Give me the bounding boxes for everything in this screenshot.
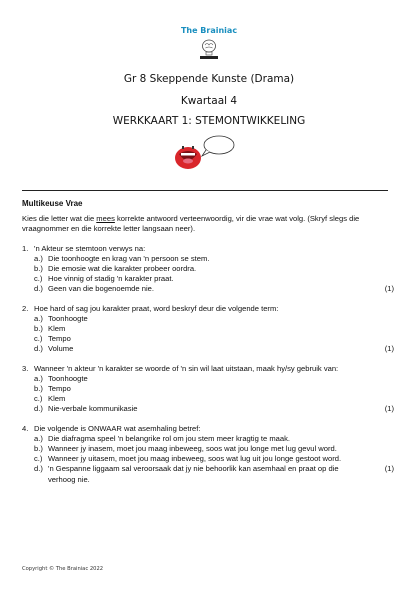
question-number: 4. — [22, 423, 29, 433]
question-text: Hoe hard of sag jou karakter praat, word beskryf deur die volgende term: — [34, 303, 279, 313]
copyright-footer: Copyright © The Brainiac 2022 — [22, 566, 104, 572]
option-letter: c.) — [34, 394, 43, 404]
option-letter: a.) — [34, 313, 43, 323]
option-letter: a.) — [34, 433, 43, 443]
option-text: Tempo — [48, 334, 71, 344]
option-letter: b.) — [34, 264, 43, 274]
option-text: Tempo — [48, 384, 71, 394]
option-text: Wanneer jy uitasem, moet jou maag inbeweeg, soos wat lug uit jou longe gestoot word. — [48, 454, 342, 464]
option-text: Toonhoogte — [48, 373, 88, 383]
option-text: Die emosie wat die karakter probeer oordra. — [48, 264, 197, 274]
question-2 — [22, 304, 394, 355]
option-text: Nie-verbale kommunikasie — [48, 404, 138, 414]
speaking-mouth-icon — [172, 134, 238, 174]
question-4 — [22, 424, 394, 485]
option-letter: c.) — [34, 334, 43, 344]
option-text: Die toonhoogte en krag van 'n persoon se stem. — [48, 253, 210, 263]
marks-label: (1) — [384, 464, 394, 474]
option-text: Klem — [48, 324, 66, 334]
instructions-text-1: Kies die letter wat die — [22, 214, 97, 224]
question-number: 3. — [22, 363, 29, 373]
option-letter: b.) — [34, 324, 43, 334]
option-letter: c.) — [34, 274, 43, 284]
instructions — [22, 214, 394, 234]
option-text: Wanneer jy inasem, moet jou maag inbeweeg, soos wat jou longe met lug gevul word. — [48, 444, 337, 454]
option-text: Toonhoogte — [48, 313, 88, 323]
page-title: Gr 8 Skeppende Kunste (Drama) — [123, 73, 295, 85]
marks-label: (1) — [384, 344, 394, 354]
question-3 — [22, 364, 394, 415]
question-text: Die volgende is ONWAAR wat asemhaling betref: — [34, 423, 201, 433]
worksheet-title: WERKKAART 1: STEMONTWIKKELING — [112, 115, 306, 127]
option-text: Hoe vinnig of stadig 'n karakter praat. — [48, 274, 174, 284]
brand-name: The Brainiac — [180, 26, 238, 35]
option-letter: d.) — [34, 344, 43, 354]
instructions-emphasis: mees — [96, 214, 115, 224]
term-label: Kwartaal 4 — [180, 95, 238, 107]
question-section — [22, 199, 394, 494]
option-letter: b.) — [34, 444, 43, 454]
instructions-text-2: korrekte antwoord verteenwoordig, vir die vrae wat volg. (Skryf slegs die vraagnommer en die korrekte letter langsaan neer). — [22, 214, 360, 234]
question-text: Wanneer 'n akteur 'n karakter se woorde of 'n sin wil laat uitstaan, maak hy/sy gebruik van: — [34, 363, 339, 373]
marks-label: (1) — [384, 284, 394, 294]
option-letter: b.) — [34, 384, 43, 394]
option-letter: d.) — [34, 404, 43, 414]
option-text: Klem — [48, 394, 66, 404]
question-text: 'n Akteur se stemtoon verwys na: — [34, 243, 146, 253]
option-text: Volume — [48, 344, 74, 354]
option-letter: a.) — [34, 373, 43, 383]
option-letter: c.) — [34, 454, 43, 464]
question-number: 2. — [22, 303, 29, 313]
option-letter: a.) — [34, 253, 43, 263]
option-text: Die diafragma speel 'n belangrike rol om jou stem meer kragtig te maak. — [48, 433, 291, 443]
option-text: Geen van die bogenoemde nie. — [48, 284, 154, 294]
question-number: 1. — [22, 243, 29, 253]
marks-label: (1) — [384, 404, 394, 414]
option-letter: d.) — [34, 284, 43, 294]
brain-logo-icon — [198, 37, 220, 63]
divider-line — [22, 190, 388, 191]
question-1 — [22, 244, 394, 295]
section-title: Multikeuse Vrae — [22, 199, 83, 208]
option-letter: d.) — [34, 464, 43, 474]
option-text: 'n Gespanne liggaam sal veroorsaak dat jy nie behoorlik kan asemhaal en praat op die verhoog nie. — [48, 464, 339, 484]
